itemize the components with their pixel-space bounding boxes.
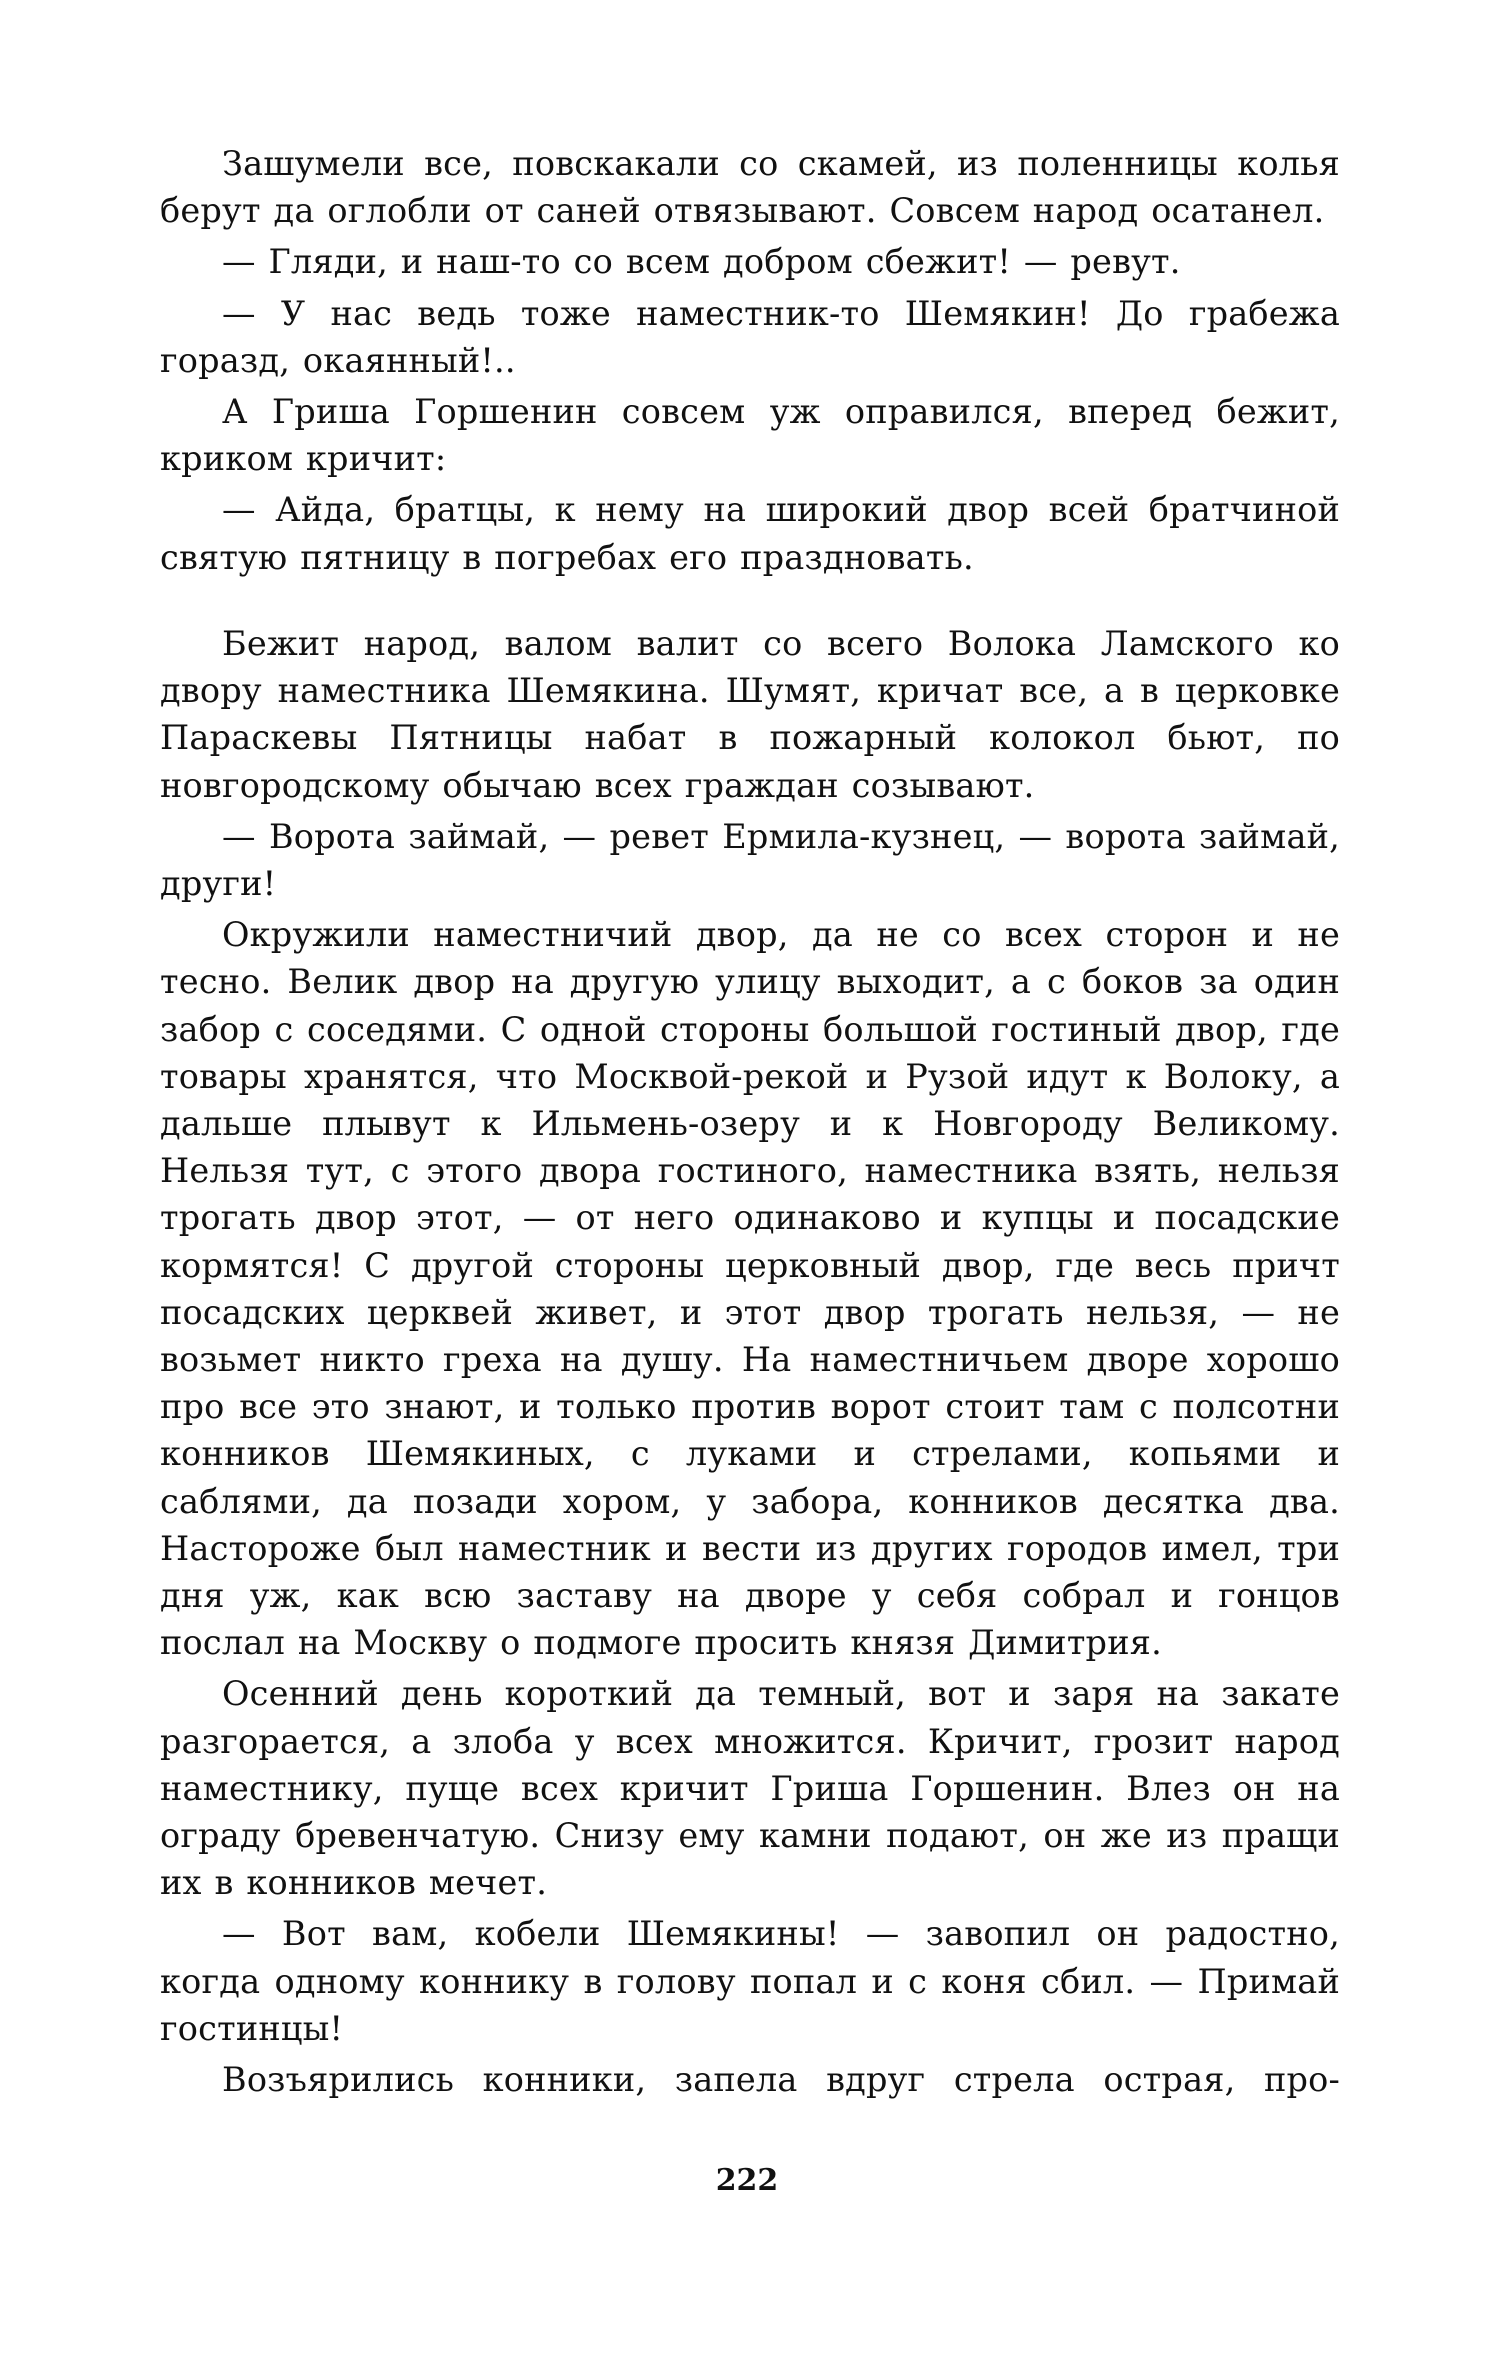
paragraph: Зашумели все, повскакали со скамей, из поленницы колья берут да оглобли от саней отвязывают. Совсем народ осатанел. (160, 144, 1340, 231)
page-number: 222 (715, 2163, 779, 2198)
paragraph: — Вот вам, кобели Шемякины! — завопил он радостно, когда одному коннику в голову попал и с коня сбил. — Примай гостинцы! (160, 1914, 1340, 2048)
text-section-top (160, 140, 1340, 585)
paragraph: Возъярились конники, запела вдруг стрела острая, про- (222, 2060, 1340, 2100)
paragraph: — Ворота займай, — ревет Ермила-кузнец, — ворота займай, други! (160, 816, 1340, 904)
paragraph: — У нас ведь тоже наместник-то Шемякин! До грабежа горазд, окаянный!.. (160, 293, 1340, 380)
paragraph: — Гляди, и наш-то со всем добром сбежит! — ревут. (222, 242, 1181, 282)
text-section-main (160, 620, 1340, 2107)
paragraph: Осенний день короткий да темный, вот и заря на закате разгорается, а злоба у всех множится. Кричит, грозит народ наместнику, пуще всех кричит Гриша Горшенин. Влез он на ограду бревенчатую. Снизу ему камни подают, он же из пращи их в конников мечет. (160, 1674, 1340, 1903)
paragraph: А Гриша Горшенин совсем уж оправился, вперед бежит, криком кричит: (160, 392, 1340, 479)
paragraph: Бежит народ, валом валит со всего Волока Ламского ко двору наместника Шемякина. Шумят, кричат все, а в церковке Параскевы Пятницы набат в пожарный колокол бьют, по новгородскому обычаю всех граждан созывают. (160, 624, 1340, 805)
paragraph: — Айда, братцы, к нему на широкий двор всей братчиной святую пятницу в погребах его праздновать. (160, 490, 1340, 577)
paragraph: Окружили наместничий двор, да не со всех сторон и не тесно. Велик двор на другую улицу выходит, а с боков за один забор с соседями. С одной стороны большой гостиный двор, где товары хранятся, что Москвой-рекой и Рузой идут к Волоку, а дальше плывут к Ильмень-озеру и к Новгороду Великому. Нельзя тут, с этого двора гостиного, наместника взять, нельзя трогать двор этот, — от него одинаково и купцы и посадские кормятся! С другой стороны церковный двор, где весь причт посадских церквей живет, и этот двор трогать нельзя, — не возьмет никто греха на душу. На наместничьем дворе хорошо про все это знают, и только против ворот стоит там с полсотни конников Шемякиных, с луками и стрелами, копьями и саблями, да позади хором, у забора, конников десятка два. Настороже был наместник и вести из других городов имел, три дня уж, как всю заставу на дворе у себя собрал и гонцов послал на Москву о подмоге просить князя Димитрия. (160, 915, 1340, 1663)
